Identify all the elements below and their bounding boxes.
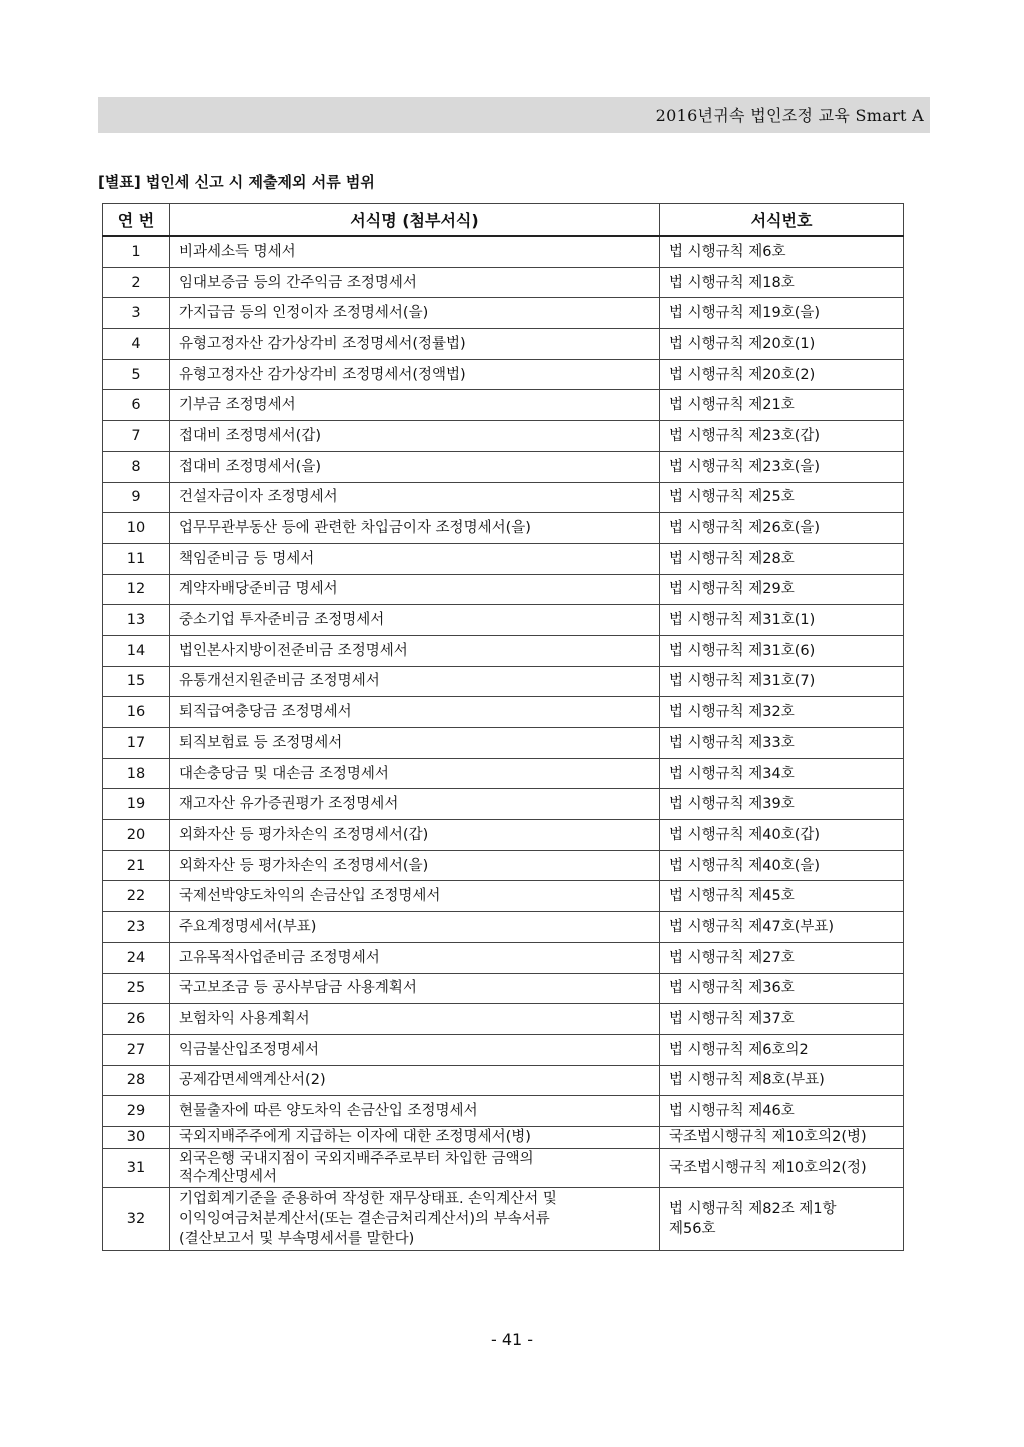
form-code: 국조법시행규칙 제10호의2(병) [660, 1126, 904, 1148]
row-number: 32 [103, 1187, 170, 1250]
form-code: 법 시행규칙 제47호(부표) [660, 912, 904, 943]
form-code: 법 시행규칙 제82조 제1항 제56호 [660, 1187, 904, 1250]
table-row [103, 1034, 904, 1065]
table-row [103, 1148, 904, 1187]
form-code: 법 시행규칙 제28호 [660, 543, 904, 574]
table-row [103, 942, 904, 973]
row-number: 8 [103, 451, 170, 482]
table-row [103, 635, 904, 666]
form-name: 현물출자에 따른 양도차익 손금산입 조정명세서 [170, 1096, 660, 1127]
form-code: 법 시행규칙 제21호 [660, 390, 904, 421]
table-row [103, 728, 904, 759]
table-row [103, 850, 904, 881]
form-name: 기업회계기준을 준용하여 작성한 재무상태표. 손익계산서 및 이익잉여금처분계산서(또는 결손금처리계산서)의 부속서류 (결산보고서 및 부속명세서를 말한다) [170, 1187, 660, 1250]
form-code: 법 시행규칙 제18호 [660, 267, 904, 298]
row-number: 7 [103, 421, 170, 452]
form-code: 법 시행규칙 제26호(을) [660, 513, 904, 544]
row-number: 16 [103, 697, 170, 728]
row-number: 19 [103, 789, 170, 820]
form-code: 법 시행규칙 제23호(을) [660, 451, 904, 482]
form-name: 국고보조금 등 공사부담금 사용계획서 [170, 973, 660, 1004]
table-row [103, 574, 904, 605]
form-code: 법 시행규칙 제20호(2) [660, 359, 904, 390]
form-name: 접대비 조정명세서(갑) [170, 421, 660, 452]
row-number: 15 [103, 666, 170, 697]
form-name: 외화자산 등 평가차손익 조정명세서(을) [170, 850, 660, 881]
row-number: 13 [103, 605, 170, 636]
form-name: 책임준비금 등 명세서 [170, 543, 660, 574]
table-row [103, 912, 904, 943]
row-number: 28 [103, 1065, 170, 1096]
row-number: 11 [103, 543, 170, 574]
row-number: 27 [103, 1034, 170, 1065]
table-row [103, 359, 904, 390]
form-name: 고유목적사업준비금 조정명세서 [170, 942, 660, 973]
form-code: 법 시행규칙 제6호 [660, 236, 904, 267]
row-number: 23 [103, 912, 170, 943]
form-name: 건설자금이자 조정명세서 [170, 482, 660, 513]
form-name: 가지급금 등의 인정이자 조정명세서(을) [170, 298, 660, 329]
table-row [103, 881, 904, 912]
table-row [103, 543, 904, 574]
table-row [103, 758, 904, 789]
column-header-number: 연 번 [103, 204, 170, 237]
form-code: 법 시행규칙 제32호 [660, 697, 904, 728]
form-name: 기부금 조정명세서 [170, 390, 660, 421]
row-number: 4 [103, 329, 170, 360]
table-row [103, 1096, 904, 1127]
form-name: 비과세소득 명세서 [170, 236, 660, 267]
row-number: 14 [103, 635, 170, 666]
row-number: 12 [103, 574, 170, 605]
form-name: 임대보증금 등의 간주익금 조정명세서 [170, 267, 660, 298]
form-name: 재고자산 유가증권평가 조정명세서 [170, 789, 660, 820]
form-code: 법 시행규칙 제39호 [660, 789, 904, 820]
form-code: 법 시행규칙 제40호(갑) [660, 820, 904, 851]
row-number: 29 [103, 1096, 170, 1127]
row-number: 3 [103, 298, 170, 329]
row-number: 21 [103, 850, 170, 881]
form-code: 법 시행규칙 제37호 [660, 1004, 904, 1035]
table-row [103, 973, 904, 1004]
form-code: 법 시행규칙 제19호(을) [660, 298, 904, 329]
row-number: 18 [103, 758, 170, 789]
form-name: 외화자산 등 평가차손익 조정명세서(갑) [170, 820, 660, 851]
table-row [103, 267, 904, 298]
form-name: 법인본사지방이전준비금 조정명세서 [170, 635, 660, 666]
form-name: 공제감면세액계산서(2) [170, 1065, 660, 1096]
row-number: 25 [103, 973, 170, 1004]
form-name: 국외지배주주에게 지급하는 이자에 대한 조정명세서(병) [170, 1126, 660, 1148]
form-name: 보험차익 사용계획서 [170, 1004, 660, 1035]
section-title: [별표] 법인세 신고 시 제출제외 서류 범위 [98, 173, 375, 191]
table-row [103, 513, 904, 544]
table-row [103, 451, 904, 482]
row-number: 30 [103, 1126, 170, 1148]
column-header-form-name: 서식명 (첨부서식) [170, 204, 660, 237]
form-name: 주요계정명세서(부표) [170, 912, 660, 943]
form-name: 계약자배당준비금 명세서 [170, 574, 660, 605]
form-code: 법 시행규칙 제34호 [660, 758, 904, 789]
table-row [103, 236, 904, 267]
form-code: 법 시행규칙 제31호(1) [660, 605, 904, 636]
row-number: 6 [103, 390, 170, 421]
form-code: 법 시행규칙 제29호 [660, 574, 904, 605]
row-number: 22 [103, 881, 170, 912]
form-name: 중소기업 투자준비금 조정명세서 [170, 605, 660, 636]
form-name: 국제선박양도차익의 손금산입 조정명세서 [170, 881, 660, 912]
form-name: 업무무관부동산 등에 관련한 차입금이자 조정명세서(을) [170, 513, 660, 544]
form-name: 퇴직급여충당금 조정명세서 [170, 697, 660, 728]
row-number: 5 [103, 359, 170, 390]
row-number: 26 [103, 1004, 170, 1035]
page-number: - 41 - [490, 1330, 534, 1349]
table-row [103, 697, 904, 728]
form-name: 외국은행 국내지점이 국외지배주주로부터 차입한 금액의 적수계산명세서 [170, 1148, 660, 1187]
form-code: 법 시행규칙 제33호 [660, 728, 904, 759]
header-bar [98, 97, 930, 133]
table-row [103, 1004, 904, 1035]
form-name: 대손충당금 및 대손금 조정명세서 [170, 758, 660, 789]
form-code: 법 시행규칙 제23호(갑) [660, 421, 904, 452]
table-row [103, 605, 904, 636]
row-number: 1 [103, 236, 170, 267]
table-row [103, 820, 904, 851]
form-code: 법 시행규칙 제8호(부표) [660, 1065, 904, 1096]
row-number: 17 [103, 728, 170, 759]
table-row [103, 1126, 904, 1148]
form-code: 법 시행규칙 제46호 [660, 1096, 904, 1127]
form-name: 유형고정자산 감가상각비 조정명세서(정률법) [170, 329, 660, 360]
column-header-form-code: 서식번호 [660, 204, 904, 237]
table-row [103, 1065, 904, 1096]
row-number: 20 [103, 820, 170, 851]
form-code: 법 시행규칙 제31호(7) [660, 666, 904, 697]
row-number: 10 [103, 513, 170, 544]
row-number: 24 [103, 942, 170, 973]
form-code: 법 시행규칙 제27호 [660, 942, 904, 973]
table-row [103, 789, 904, 820]
document-header-title: 2016년귀속 법인조정 교육 Smart A [655, 106, 924, 125]
table-row [103, 329, 904, 360]
row-number: 31 [103, 1148, 170, 1187]
form-name: 익금불산입조정명세서 [170, 1034, 660, 1065]
form-code: 법 시행규칙 제45호 [660, 881, 904, 912]
form-code: 법 시행규칙 제40호(을) [660, 850, 904, 881]
form-code: 법 시행규칙 제20호(1) [660, 329, 904, 360]
table-row [103, 390, 904, 421]
row-number: 9 [103, 482, 170, 513]
form-code: 법 시행규칙 제36호 [660, 973, 904, 1004]
table-row [103, 1187, 904, 1250]
form-name: 유통개선지원준비금 조정명세서 [170, 666, 660, 697]
form-name: 퇴직보험료 등 조정명세서 [170, 728, 660, 759]
form-code: 국조법시행규칙 제10호의2(정) [660, 1148, 904, 1187]
table-header-row [103, 204, 904, 237]
table-row [103, 298, 904, 329]
table-row [103, 482, 904, 513]
form-code: 법 시행규칙 제6호의2 [660, 1034, 904, 1065]
excluded-documents-table [102, 203, 904, 1251]
table-row [103, 421, 904, 452]
form-code: 법 시행규칙 제31호(6) [660, 635, 904, 666]
row-number: 2 [103, 267, 170, 298]
table-row [103, 666, 904, 697]
form-name: 유형고정자산 감가상각비 조정명세서(정액법) [170, 359, 660, 390]
form-name: 접대비 조정명세서(을) [170, 451, 660, 482]
form-code: 법 시행규칙 제25호 [660, 482, 904, 513]
